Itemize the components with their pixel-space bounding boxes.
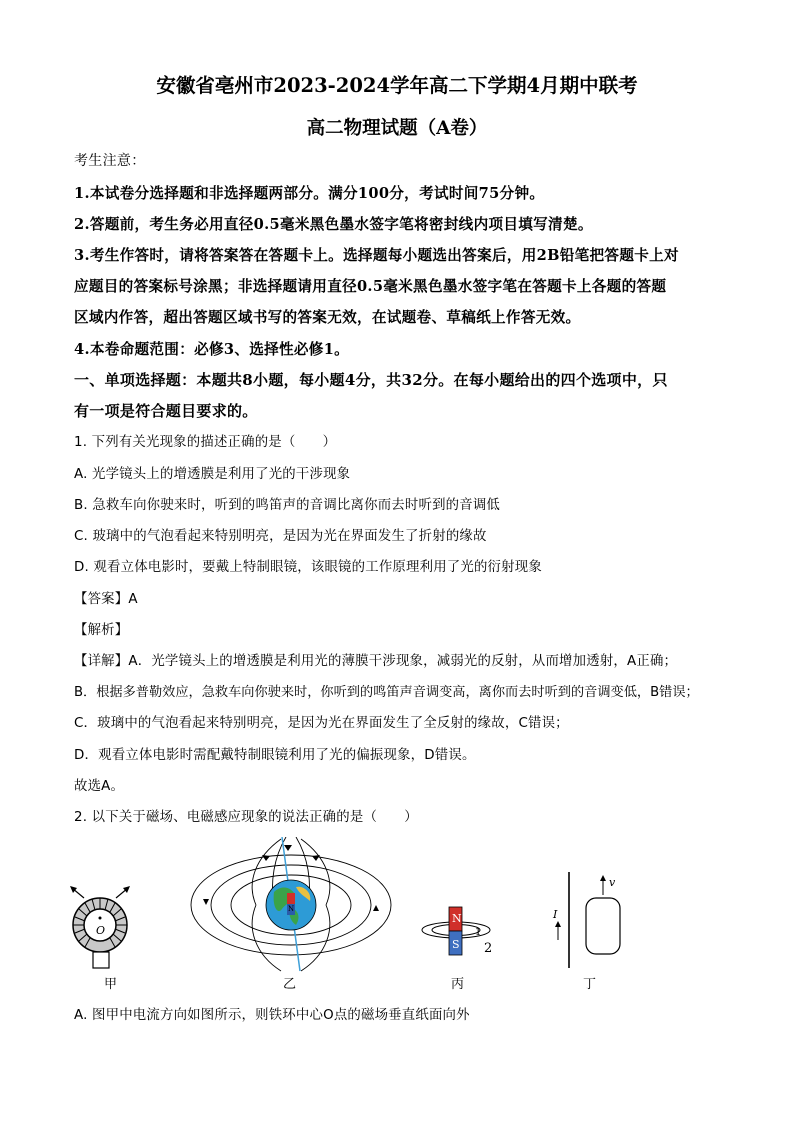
figure-bing-n-label: N <box>452 912 462 925</box>
notice-item-4: 4.本卷命题范围：必修3、选择性必修1。 <box>74 341 350 358</box>
figure-ding-i-label: I <box>553 908 558 921</box>
figure-jia <box>70 880 130 975</box>
figure-bing-caption: 丙 <box>451 977 465 992</box>
detail-tag: 【详解】 <box>74 654 129 669</box>
question-1-option-c: C. 玻璃中的气泡看起来特别明亮，是因为光在界面发生了折射的缘故 <box>74 529 487 544</box>
figure-ding <box>550 868 630 973</box>
conclusion: 故选A。 <box>74 779 125 794</box>
notice-item-1: 1.本试卷分选择题和非选择题两部分。满分100分，考试时间75分钟。 <box>74 185 545 202</box>
question-1-stem: 1. 下列有关光现象的描述正确的是（ ） <box>74 435 337 450</box>
figure-yi-caption: 乙 <box>283 977 297 992</box>
section-heading-line-1: 一、单项选择题：本题共8小题，每小题4分，共32分。在每小题给出的四个选项中，只 <box>74 371 668 389</box>
question-1-option-a: A. 光学镜头上的增透膜是利用了光的干涉现象 <box>74 467 351 482</box>
notice-item-3-line-1: 3.考生作答时，请将答案答在答题卡上。选择题每小题选出答案后，用2B铅笔把答题卡上对 <box>74 247 679 264</box>
notice-heading: 考生注意： <box>74 153 146 169</box>
detail-a-text: A．光学镜头上的增透膜是利用光的薄膜干涉现象，减弱光的反射，从而增加透射，A正确； <box>128 654 678 669</box>
detail-a-line <box>74 650 677 669</box>
notice-item-3-line-3: 区域内作答，超出答题区域书写的答案无效，在试题卷、草稿纸上作答无效。 <box>74 309 581 326</box>
answer-tag: 【答案】 <box>74 592 129 607</box>
figure-bing-s-label: S <box>452 938 460 951</box>
document-title: 安徽省亳州市2023-2024学年高二下学期4月期中联考 <box>156 74 638 97</box>
question-1-option-d: D. 观看立体电影时，要戴上特制眼镜，该眼镜的工作原理利用了光的衍射现象 <box>74 560 542 575</box>
figure-yi <box>186 837 396 977</box>
section-heading-line-2: 有一项是符合题目要求的。 <box>74 402 258 420</box>
figure-ding-caption: 丁 <box>583 977 597 992</box>
question-1-option-b: B. 急救车向你驶来时，听到的鸣笛声的音调比离你而去时听到的音调低 <box>74 498 501 513</box>
figure-bing-loop-2-label: 2 <box>484 941 493 956</box>
figure-jia-caption: 甲 <box>104 977 118 992</box>
detail-c: C．玻璃中的气泡看起来特别明亮，是因为光在界面发生了全反射的缘故，C错误； <box>74 716 569 731</box>
figure-bing <box>418 905 498 967</box>
figure-bing-loop-1-label: 1 <box>475 927 482 938</box>
detail-b: B．根据多普勒效应，急救车向你驶来时，你听到的鸣笛声音调变高，离你而去时听到的音调变低，B错误； <box>74 685 699 700</box>
notice-item-3-line-2: 应题目的答案标号涂黑；非选择题请用直径0.5毫米黑色墨水签字笔在答题卡上各题的答题 <box>74 278 667 295</box>
figure-jia-o-label: O <box>96 924 106 937</box>
analysis-tag: 【解析】 <box>74 623 129 638</box>
detail-d: D．观看立体电影时需配戴特制眼镜利用了光的偏振现象，D错误。 <box>74 748 476 763</box>
question-2-option-a: A. 图甲中电流方向如图所示，则铁环中心O点的磁场垂直纸面向外 <box>74 1008 470 1023</box>
document-subtitle: 高二物理试题（A卷） <box>306 118 488 139</box>
answer-value: A <box>128 592 138 607</box>
question-2-stem: 2. 以下关于磁场、电磁感应现象的说法正确的是（ ） <box>74 810 418 825</box>
figure-ding-v-label: v <box>609 876 616 889</box>
figure-yi-n-label: N <box>288 905 295 913</box>
notice-item-2: 2.答题前，考生务必用直径0.5毫米黑色墨水签字笔将密封线内项目填写清楚。 <box>74 216 593 233</box>
answer-line <box>74 588 138 607</box>
